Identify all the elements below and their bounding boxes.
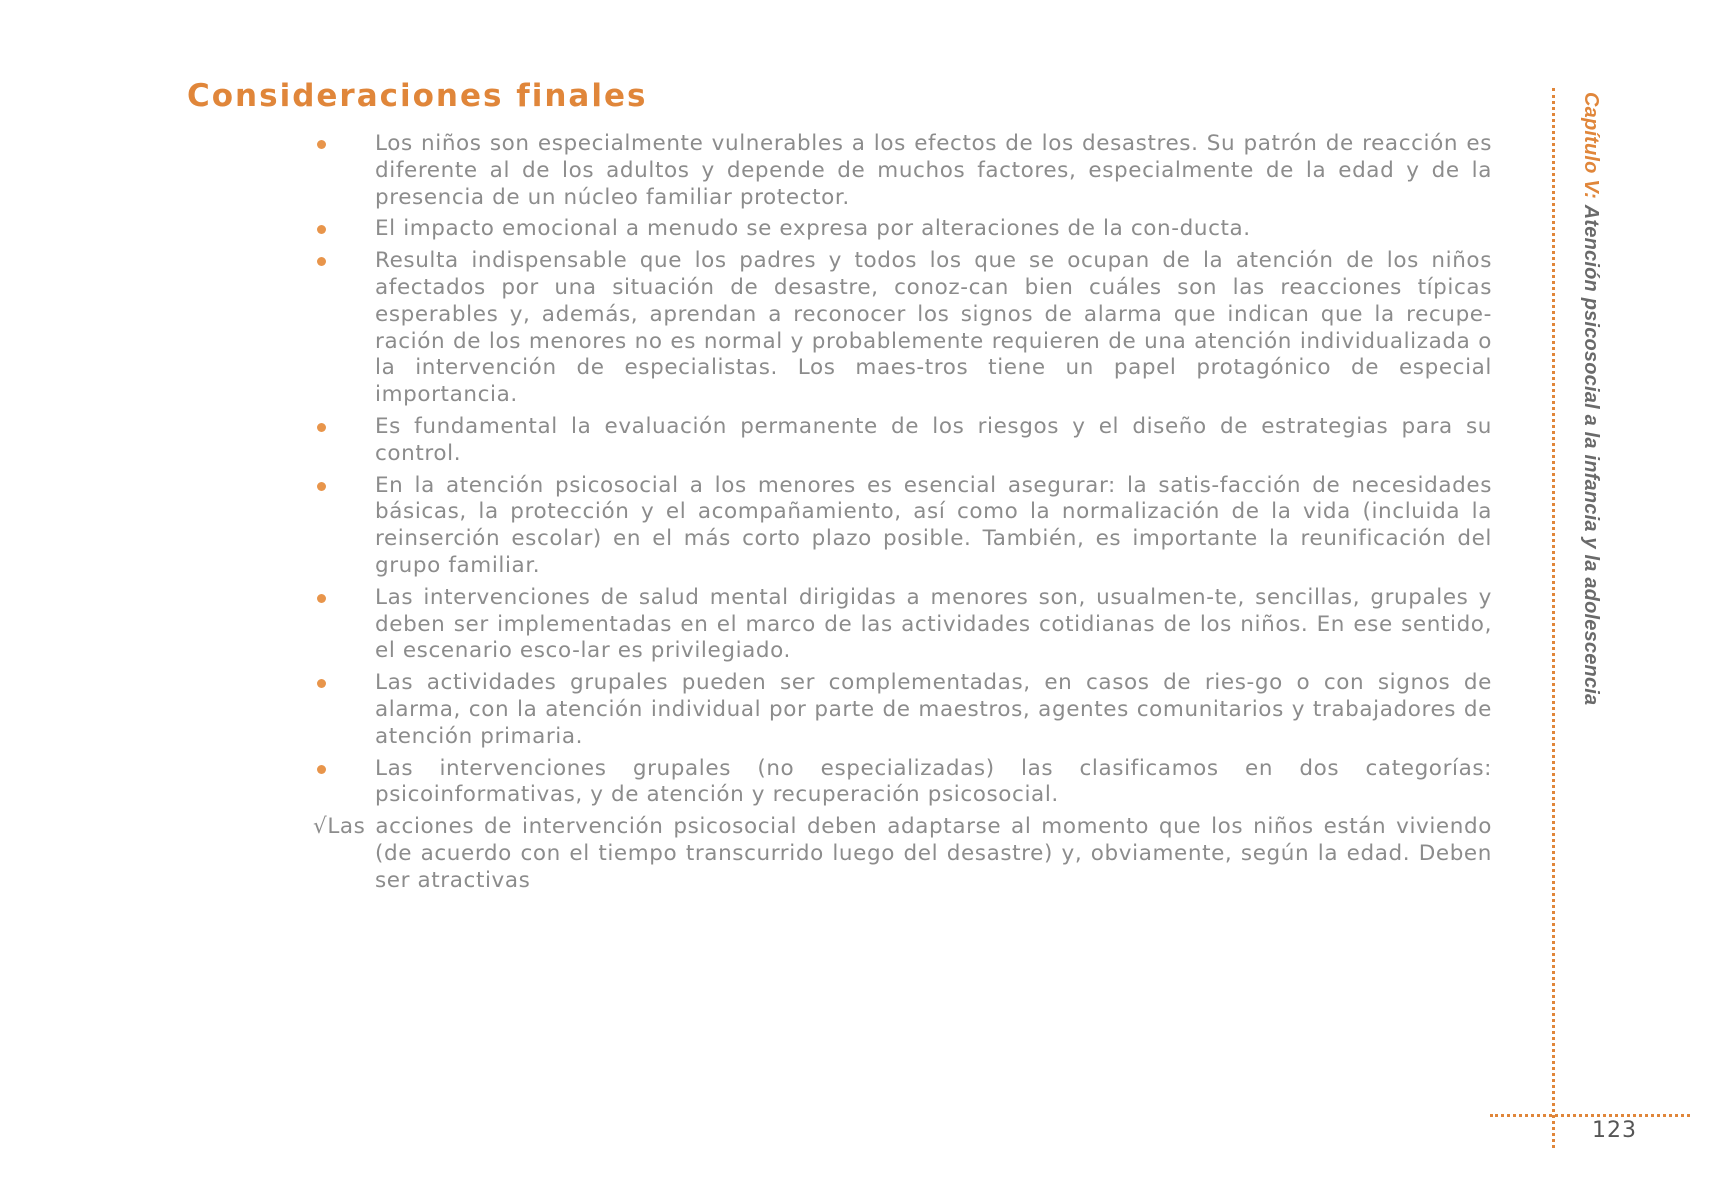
bullet-icon <box>317 225 326 234</box>
list-item <box>313 216 1492 243</box>
checkmark-icon: √ <box>313 814 328 840</box>
item-text: Resulta indispensable que los padres y todos los que se ocupan de la atención de los niños afectados por una situación de desastre, conoz-can bien cuáles son las reacciones típicas esperables y, además, aprendan a reconocer los signos de alarma que indican que la recupe-ración de los menores no es normal y probablemente requieren de una atención individualizada o la intervención de especialistas. Los maes-tros tiene un papel protagónico de especial importancia. <box>375 248 1492 408</box>
item-text: El impacto emocional a menudo se expresa por alteraciones de la con-ducta. <box>375 216 1251 242</box>
bullet-icon <box>317 679 326 688</box>
list-item <box>313 670 1492 750</box>
bullet-icon <box>317 765 326 774</box>
bullet-icon <box>317 257 326 266</box>
bullet-list <box>313 131 1492 900</box>
list-item <box>313 131 1492 211</box>
bullet-icon <box>317 482 326 491</box>
chapter-sidebar-title <box>1568 92 1602 706</box>
item-text: Es fundamental la evaluación permanente de los riesgos y el diseño de estrategias para su control. <box>375 413 1492 466</box>
item-text: Los niños son especialmente vulnerables a los efectos de los desastres. Su patrón de reacción es diferente al de los adultos y depende de muchos factores, especialmente de la edad y de la presencia de un núcleo familiar protector. <box>375 131 1492 210</box>
check-item <box>313 814 1492 894</box>
list-item <box>313 414 1492 468</box>
item-text: Las intervenciones de salud mental dirigidas a menores son, usualmen-te, sencillas, grupales y deben ser implementadas en el marco de las actividades cotidianas de los niños. En ese sentido, el escenario esco-lar es privilegiado. <box>375 584 1492 664</box>
section-heading: Consideraciones finales <box>187 78 648 114</box>
bullet-icon <box>317 594 326 603</box>
page-number: 123 <box>1592 1118 1637 1143</box>
horizontal-dotted-divider <box>1490 1114 1690 1117</box>
list-item <box>313 585 1492 665</box>
item-text: En la atención psicosocial a los menores es esencial asegurar: la satis-facción de necesidades básicas, la protección y el acompañamiento, así como la normalización de la vida (incluida la reinserción escolar) en el más corto plazo posible. También, es importante la reunificación del grupo familiar. <box>375 472 1492 578</box>
bullet-icon <box>317 423 326 432</box>
list-item <box>313 473 1492 580</box>
item-text: Las actividades grupales pueden ser complementadas, en casos de ries-go o con signos de alarma, con la atención individual por parte de maestros, agentes comunitarios y trabajadores de atención primaria. <box>375 670 1492 749</box>
vertical-dotted-divider <box>1552 88 1555 1148</box>
item-text: Las intervenciones grupales (no especializadas) las clasificamos en dos categorías: psicoinformativas, y de atención y recuperación psicosocial. <box>375 755 1492 808</box>
bullet-icon <box>317 140 326 149</box>
list-item <box>313 248 1492 409</box>
list-item <box>313 756 1492 810</box>
chapter-label: Capítulo V: <box>1580 92 1602 200</box>
chapter-title: Atención psicosocial a la infancia y la adolescencia <box>1580 204 1602 706</box>
item-text: Las acciones de intervención psicosocial deben adaptarse al momento que los niños están viviendo (de acuerdo con el tiempo transcurrido luego del desastre) y, obviamente, según la edad. Deben ser atractivas <box>327 814 1492 893</box>
